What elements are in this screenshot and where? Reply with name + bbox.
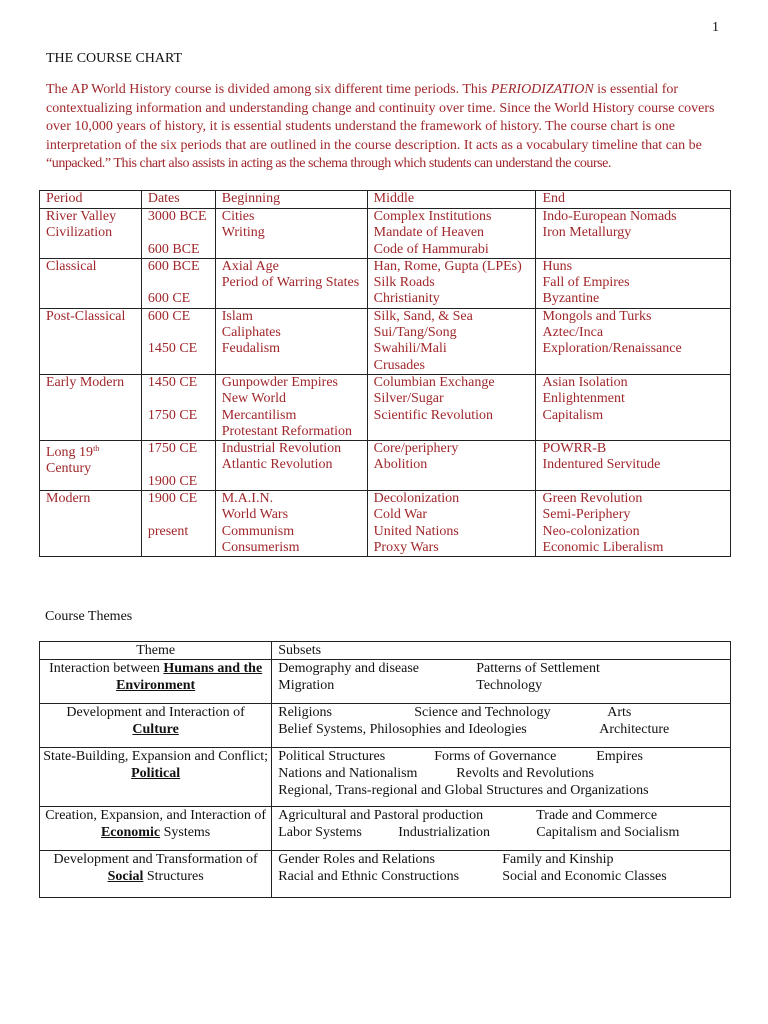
- intro-line-4: interpretation of the six periods that are outlined in the course description. It acts as a vocabulary timeline that can be: [46, 137, 702, 153]
- beginning-cell: Gunpowder Empires New World Mercantilism Protestant Reformation: [215, 374, 367, 440]
- beginning-cell: Cities Writing: [215, 209, 367, 259]
- period-cell: Post-Classical: [40, 308, 142, 374]
- period-row-modern: [40, 491, 731, 557]
- column-header-beginning: Beginning: [215, 191, 367, 209]
- theme-cell: Development and Transformation of Social Structures: [40, 851, 272, 898]
- theme-row-environment: [40, 660, 731, 704]
- column-header-period: Period: [40, 191, 142, 209]
- dates-cell: 1750 CE 1900 CE: [141, 441, 215, 491]
- middle-cell: Decolonization Cold War United Nations Proxy Wars: [367, 491, 536, 557]
- theme-keyword: Humans and the Environment: [116, 661, 263, 693]
- course-chart-table: [39, 190, 731, 557]
- subset-line: Religions Science and Technology Arts: [278, 705, 632, 720]
- themes-header-row: [40, 642, 731, 660]
- period-cell: Long 19th Century: [40, 441, 142, 491]
- theme-cell: Development and Interaction of Culture: [40, 704, 272, 748]
- dates-cell: 1450 CE 1750 CE: [141, 374, 215, 440]
- column-header-dates: Dates: [141, 191, 215, 209]
- period-cell: Classical: [40, 258, 142, 308]
- subsets-cell: [272, 851, 731, 898]
- middle-cell: Complex Institutions Mandate of Heaven Code of Hammurabi: [367, 209, 536, 259]
- intro-line-3: over 10,000 years of history, it is essential students understand the framework of history. The course chart is one: [46, 119, 675, 134]
- theme-keyword: Culture: [132, 722, 179, 737]
- beginning-cell: Islam Caliphates Feudalism: [215, 308, 367, 374]
- period-cell: Early Modern: [40, 374, 142, 440]
- theme-row-economic: [40, 807, 731, 851]
- dates-cell: 3000 BCE 600 BCE: [141, 209, 215, 259]
- theme-keyword: Economic: [100, 825, 161, 840]
- middle-cell: Columbian Exchange Silver/Sugar Scientific Revolution: [367, 374, 536, 440]
- subset-line: Political Structures Forms of Governance Empires: [278, 749, 643, 764]
- column-header-theme: Theme: [40, 642, 272, 660]
- theme-row-political: [40, 748, 731, 807]
- period-row-classical: [40, 258, 731, 308]
- column-header-subsets: Subsets: [272, 642, 731, 660]
- subsets-cell: [272, 660, 731, 704]
- subset-line: Agricultural and Pastoral production Trade and Commerce: [278, 808, 658, 823]
- page-title: THE COURSE CHART: [46, 51, 183, 66]
- theme-cell: State-Building, Expansion and Conflict; Political: [40, 748, 272, 807]
- subset-line: Demography and disease Patterns of Settlement: [278, 661, 600, 676]
- intro-line-1: The AP World History course is divided among six different time periods. This PERIODIZATION is essential for: [46, 82, 679, 97]
- period-row-post-classical: [40, 308, 731, 374]
- end-cell: Huns Fall of Empires Byzantine: [536, 258, 731, 308]
- end-cell: Mongols and Turks Aztec/Inca Exploration/Renaissance: [536, 308, 731, 374]
- end-cell: Green Revolution Semi-Periphery Neo-colonization Economic Liberalism: [536, 491, 731, 557]
- period-cell: Modern: [40, 491, 142, 557]
- theme-cell: Creation, Expansion, and Interaction of Economic Systems: [40, 807, 272, 851]
- intro-line-2: contextualizing information and understanding change and continuity over time. Since the World History course covers: [46, 100, 715, 116]
- period-row-early-modern: [40, 374, 731, 440]
- periodization-term: PERIODIZATION: [490, 82, 594, 97]
- period-cell: River Valley Civilization: [40, 209, 142, 259]
- middle-cell: Han, Rome, Gupta (LPEs) Silk Roads Christianity: [367, 258, 536, 308]
- subset-line: Nations and Nationalism Revolts and Revolutions: [278, 766, 594, 781]
- page-number: 1: [712, 20, 719, 35]
- course-chart-header-row: [40, 191, 731, 209]
- theme-row-social: [40, 851, 731, 898]
- subset-line: Migration Technology: [278, 678, 543, 693]
- subset-line: Racial and Ethnic Constructions Social and Economic Classes: [278, 869, 667, 884]
- beginning-cell: Axial Age Period of Warring States: [215, 258, 367, 308]
- column-header-end: End: [536, 191, 731, 209]
- subset-line: Regional, Trans-regional and Global Structures and Organizations: [278, 783, 649, 798]
- dates-cell: 1900 CE present: [141, 491, 215, 557]
- theme-keyword: Social: [107, 869, 144, 884]
- period-row-river-valley: [40, 209, 731, 259]
- course-themes-table: [39, 641, 731, 898]
- subsets-cell: [272, 704, 731, 748]
- end-cell: Asian Isolation Enlightenment Capitalism: [536, 374, 731, 440]
- course-themes-heading: Course Themes: [45, 609, 133, 624]
- end-cell: Indo-European Nomads Iron Metallurgy: [536, 209, 731, 259]
- intro-paragraph: [46, 81, 718, 174]
- theme-row-culture: [40, 704, 731, 748]
- middle-cell: Core/periphery Abolition: [367, 441, 536, 491]
- subsets-cell: [272, 807, 731, 851]
- subset-line: Labor Systems Industrialization Capitalism and Socialism: [278, 825, 680, 840]
- subset-line: Belief Systems, Philosophies and Ideologies Architecture: [278, 722, 670, 737]
- subset-line: Gender Roles and Relations Family and Kinship: [278, 852, 614, 867]
- middle-cell: Silk, Sand, & Sea Sui/Tang/Song Swahili/Mali Crusades: [367, 308, 536, 374]
- period-row-long-19th-century: [40, 441, 731, 491]
- beginning-cell: Industrial Revolution Atlantic Revolution: [215, 441, 367, 491]
- theme-cell: Interaction between Humans and the Environment: [40, 660, 272, 704]
- end-cell: POWRR-B Indentured Servitude: [536, 441, 731, 491]
- dates-cell: 600 BCE 600 CE: [141, 258, 215, 308]
- subsets-cell: [272, 748, 731, 807]
- intro-line-5: “unpacked.” This chart also assists in acting as the schema through which students can understand the course.: [46, 156, 611, 171]
- beginning-cell: M.A.I.N. World Wars Communism Consumerism: [215, 491, 367, 557]
- dates-cell: 600 CE 1450 CE: [141, 308, 215, 374]
- theme-keyword: Political: [131, 766, 181, 781]
- column-header-middle: Middle: [367, 191, 536, 209]
